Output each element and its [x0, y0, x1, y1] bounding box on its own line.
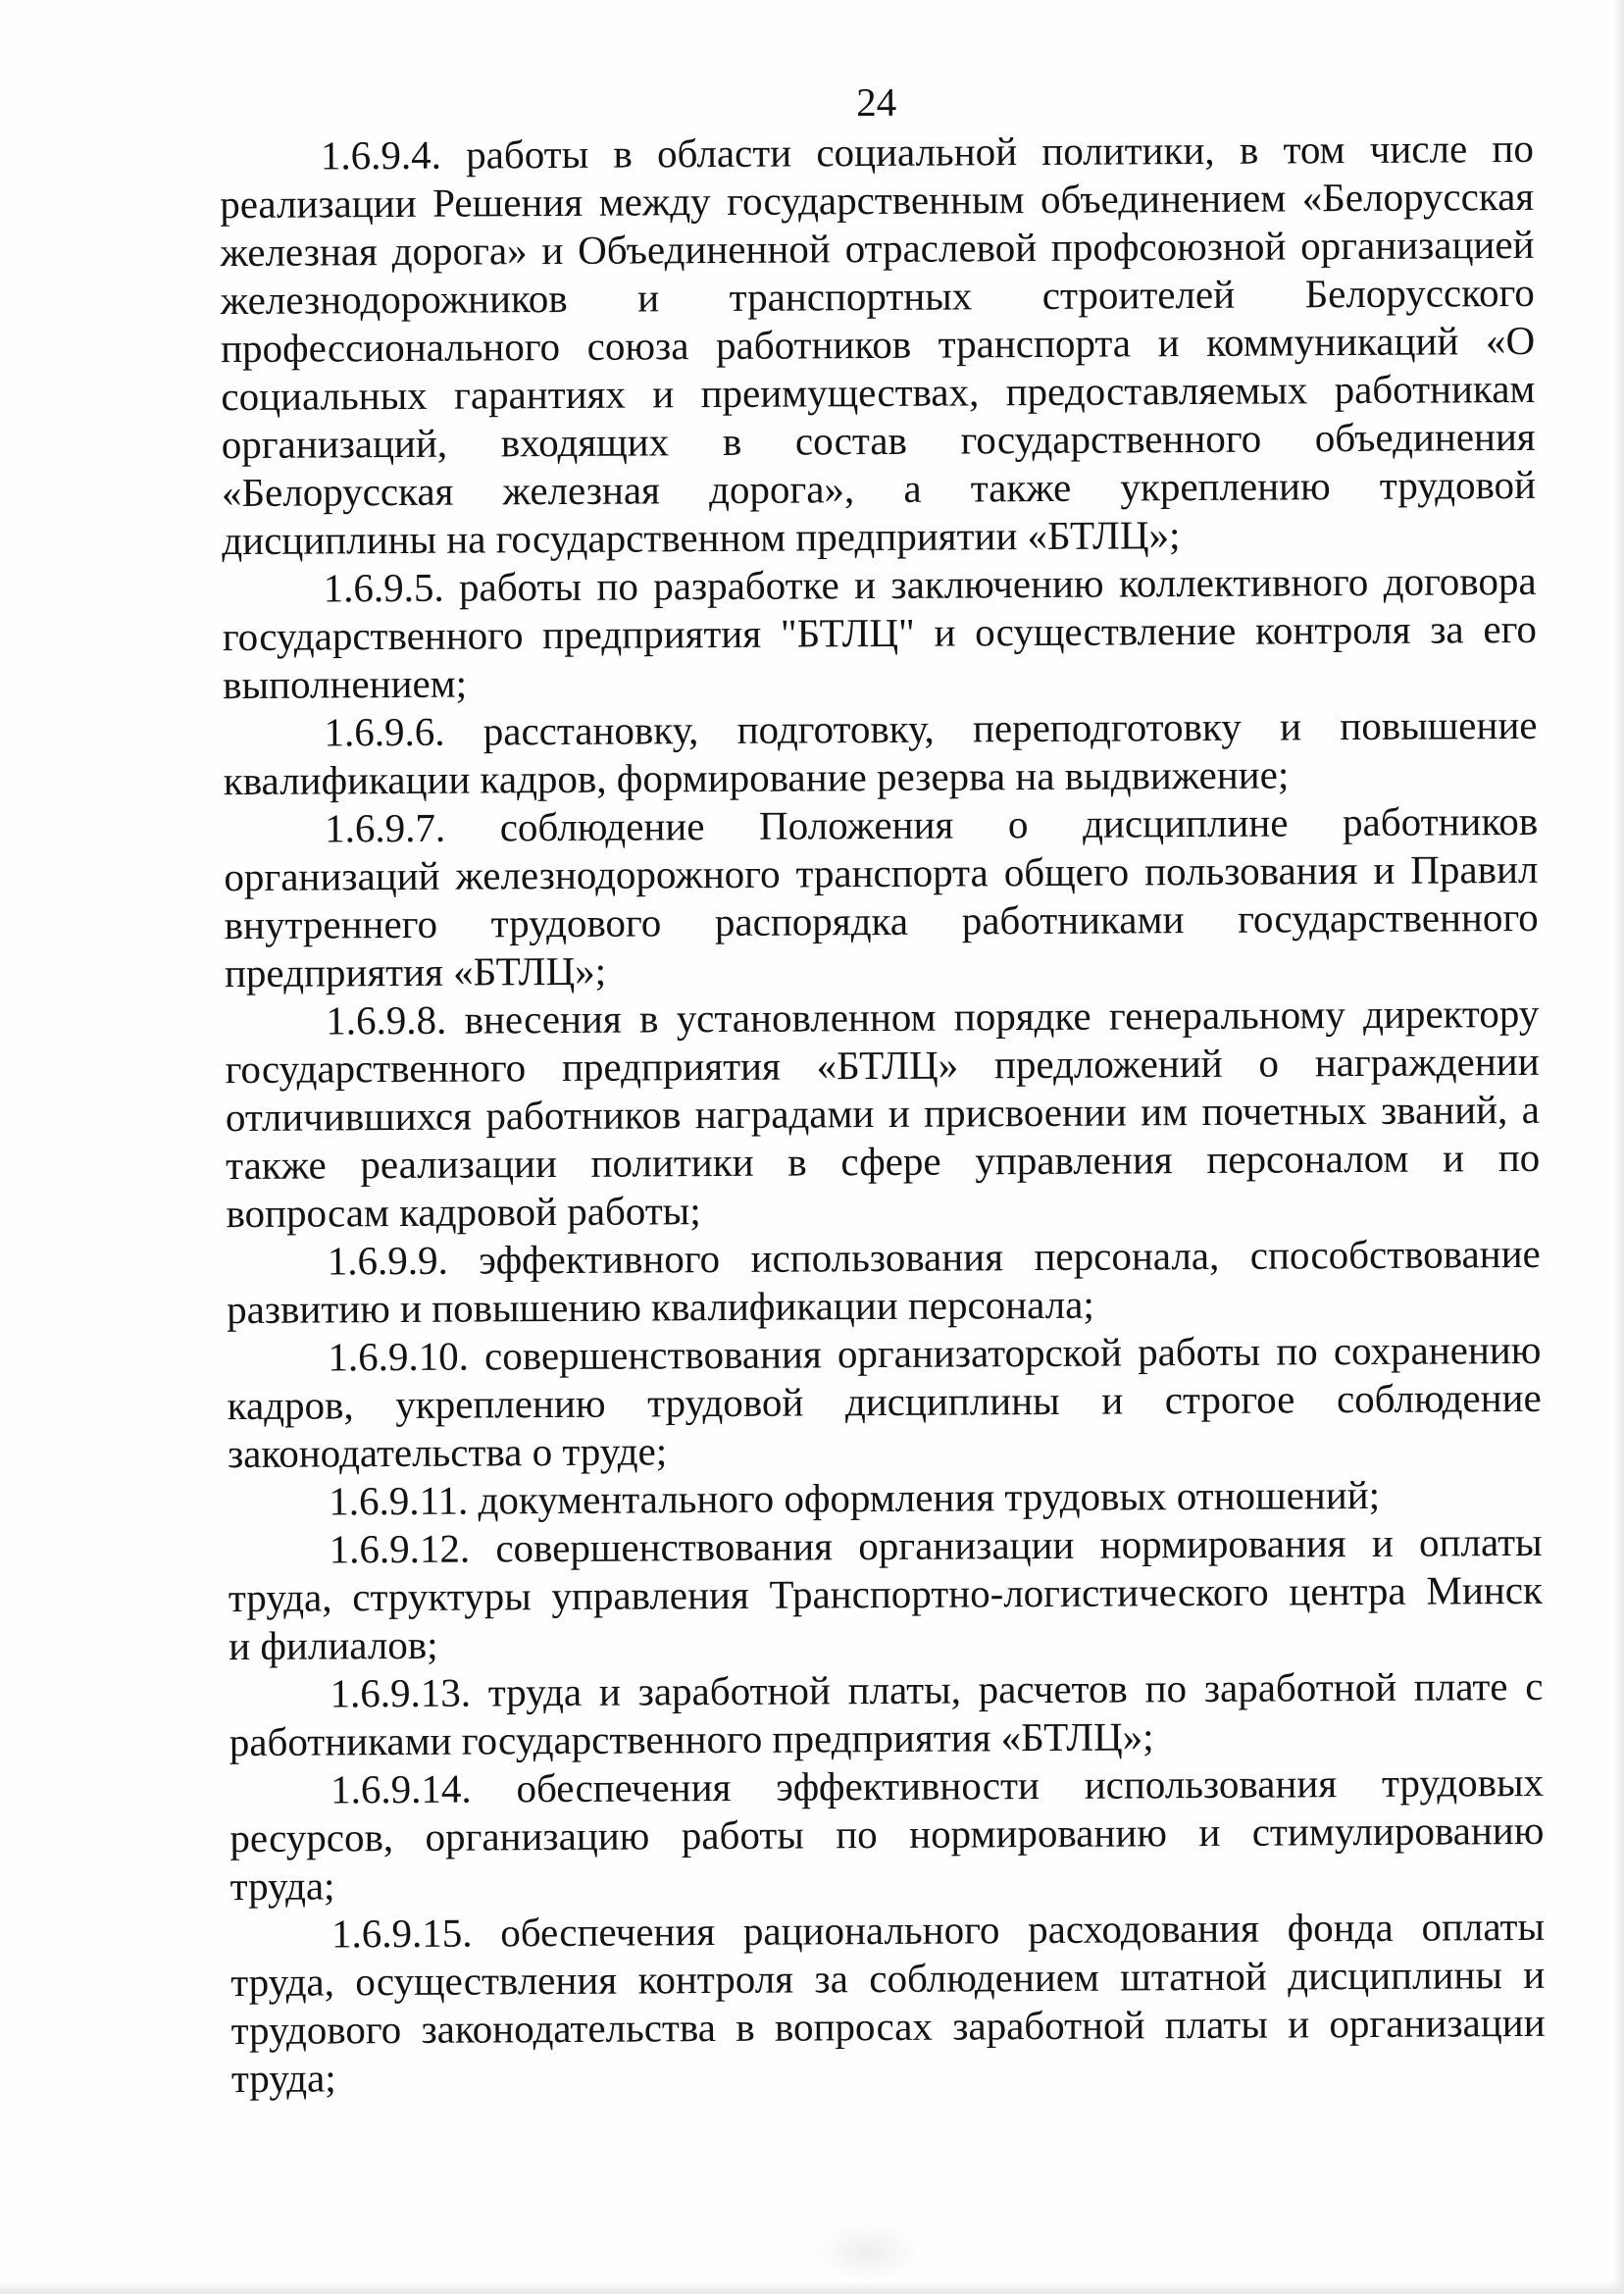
text-line: 1.6.9.10. совершенствования организаторской работы по сохранению [328, 1326, 1542, 1380]
text-line: труда, структуры управления Транспортно-логистического центра Минск [228, 1566, 1544, 1621]
text-line: социальных гарантиях и преимуществах, предоставляемых работникам [221, 365, 1536, 420]
text-line: 1.6.9.5. работы по разработке и заключению коллективного договора [323, 557, 1537, 611]
text-line: 1.6.9.6. расстановку, подготовку, переподготовку и повышение [324, 701, 1538, 755]
text-line: 1.6.9.14. обеспечения эффективности использования трудовых [330, 1759, 1545, 1812]
paragraph-1.6.9.7 [224, 797, 1539, 997]
paragraph-1.6.9.14 [229, 1759, 1545, 1911]
paragraph-1.6.9.15 [230, 1903, 1546, 2103]
text-line: квалификации кадров, формирование резерва на выдвижение; [223, 751, 1290, 804]
paragraph-1.6.9.4 [220, 125, 1537, 565]
text-line: профессионального союза работников транспорта и коммуникаций «О [220, 317, 1536, 372]
paragraph-1.6.9.9 [227, 1230, 1542, 1334]
text-line: 1.6.9.9. эффективного использования персонала, способствование [327, 1230, 1541, 1284]
scan-edge-bottom [0, 2281, 1624, 2294]
text-line: железнодорожников и транспортных строителей Белорусского [220, 269, 1535, 324]
text-line: работниками государственного предприятия «БТЛЦ»; [228, 1713, 1154, 1765]
text-line: дисциплины на государственном предприятии «БТЛЦ»; [222, 512, 1181, 564]
text-line: 1.6.9.7. соблюдение Положения о дисциплине работников [324, 797, 1539, 851]
text-line: организаций, входящих в состав государственного объединения [221, 413, 1536, 468]
text-line: 1.6.9.15. обеспечения рационального расходования фонда оплаты [330, 1903, 1546, 1957]
paragraph-1.6.9.12 [228, 1518, 1543, 1670]
paragraph-1.6.9.8 [225, 990, 1540, 1238]
text-line: железная дорога» и Объединенной отраслевой профсоюзной организацией [220, 221, 1535, 276]
text-line: государственного предприятия "БТЛЦ" и осуществление контроля за его [222, 605, 1538, 660]
text-line: ресурсов, организацию работы по нормированию и стимулированию [229, 1807, 1545, 1861]
scan-smudge [814, 2221, 922, 2282]
text-line: законодательства о труде; [227, 1428, 668, 1477]
paragraph-1.6.9.10 [227, 1326, 1542, 1478]
paragraph-1.6.9.11 [228, 1470, 1542, 1526]
text-line: реализации Решения между государственным объединением «Белорусская [220, 173, 1535, 228]
text-line: развитию и повышению квалификации персонала; [226, 1281, 1094, 1333]
text-line: 1.6.9.8. внесения в установленном порядке генеральному директору [326, 990, 1540, 1044]
paragraph-1.6.9.13 [228, 1662, 1544, 1766]
text-line: внутреннего трудового распорядка работниками государственного [224, 893, 1539, 948]
scan-edge-right [1613, 0, 1624, 2294]
text-line: выполнением; [223, 660, 468, 708]
text-line: 1.6.9.11. документального оформления трудовых отношений; [329, 1471, 1381, 1524]
text-line: организаций железнодорожного транспорта общего пользования и Правил [224, 845, 1539, 900]
text-line: предприятия «БТЛЦ»; [224, 947, 607, 996]
document-body [220, 125, 1546, 2103]
text-line: 1.6.9.12. совершенствования организации нормирования и оплаты [329, 1518, 1543, 1572]
text-line: труда; [229, 1862, 335, 1910]
text-line: и филиалов; [228, 1621, 438, 1669]
text-line: труда, осуществления контроля за соблюдением штатной дисциплины и [230, 1951, 1546, 2006]
paragraph-1.6.9.6 [223, 701, 1538, 805]
text-line: труда; [230, 2055, 336, 2102]
text-line: «Белорусская железная дорога», а также укреплению трудовой [221, 461, 1537, 516]
text-line: отличившихся работников наградами и присвоении им почетных званий, а [225, 1086, 1541, 1141]
page-content [219, 0, 1546, 2102]
text-line: также реализации политики в сфере управления персоналом и по [226, 1134, 1541, 1189]
text-line: 1.6.9.13. труда и заработной платы, расчетов по заработной плате с [330, 1662, 1544, 1716]
text-line: государственного предприятия «БТЛЦ» предложений о награждении [225, 1038, 1540, 1093]
text-line: вопросам кадровой работы; [226, 1188, 701, 1237]
paragraph-1.6.9.5 [222, 557, 1537, 709]
text-line: кадров, укреплению трудовой дисциплины и строгое соблюдение [227, 1374, 1542, 1429]
page-number: 24 [855, 78, 897, 126]
text-line: 1.6.9.4. работы в области социальной политики, в том числе по [320, 125, 1535, 178]
text-line: трудового законодательства в вопросах заработной платы и организации [230, 1999, 1546, 2054]
